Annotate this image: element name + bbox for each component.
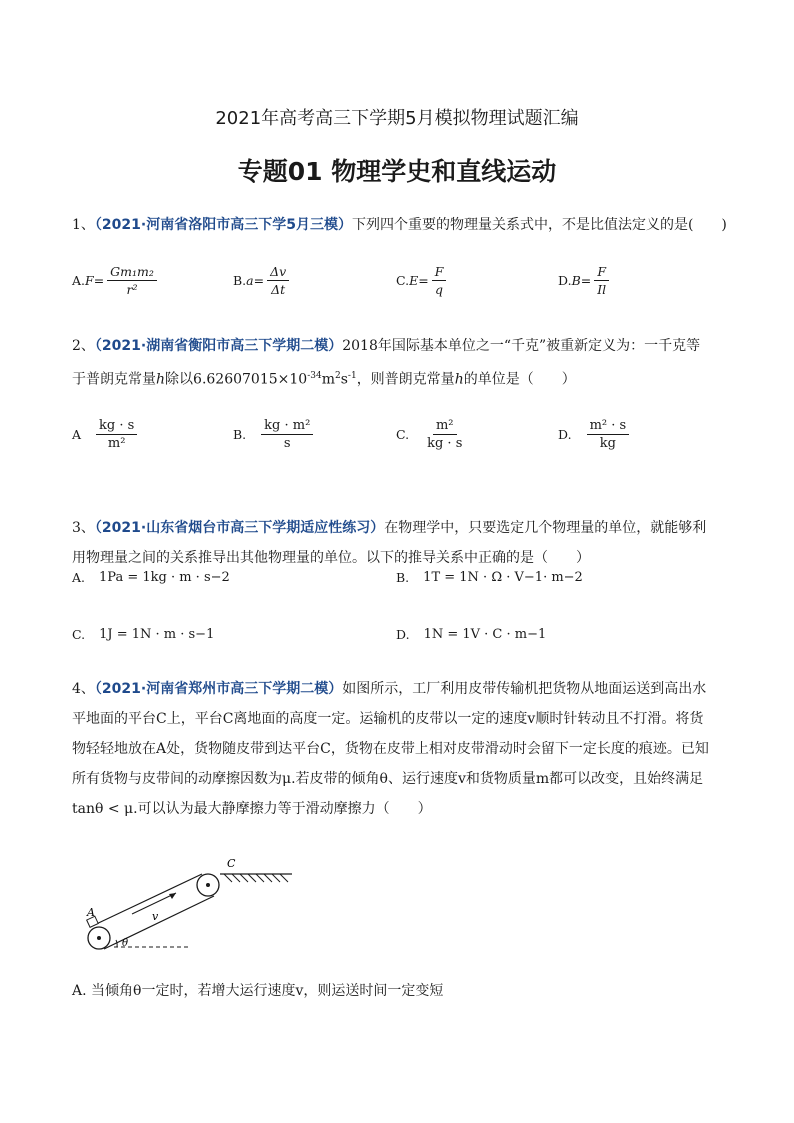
question-source: （2021·湖南省衡阳市高三下学期二模） [94, 338, 343, 354]
option-expression: 1T = 1N · Ω · V [423, 570, 524, 585]
option-lhs: B= [571, 273, 592, 288]
option-lhs: E= [409, 273, 429, 288]
fraction-numerator: m² [433, 418, 457, 435]
option-label: A. [72, 273, 86, 288]
question-number: 2、 [72, 338, 95, 354]
variable-h: h [156, 371, 166, 388]
question-text-line [72, 361, 724, 395]
exponent: −1 [195, 627, 215, 642]
text-part: 的单位是（ ） [463, 371, 576, 388]
fraction-denominator: kg · s [427, 436, 463, 451]
question-number: 1、 [72, 217, 95, 233]
question-3 [72, 513, 724, 573]
question-source: （2021·河南省洛阳市高三下学5月三模） [94, 217, 352, 233]
option-expression: 1J = 1N · m · s [99, 627, 196, 642]
q3-option-d[interactable] [396, 627, 546, 642]
q1-option-b[interactable] [233, 264, 292, 297]
fraction-numerator: Gm₁m₂ [107, 264, 157, 281]
exponent: 2 [334, 371, 341, 381]
option-lhs: a= [246, 273, 265, 288]
q3-option-b[interactable] [396, 570, 583, 585]
text-part: 除以6.62607015×10 [165, 371, 308, 388]
q1-option-c[interactable] [396, 264, 449, 297]
fraction-numerator: F [594, 264, 609, 281]
belt-bottom [104, 896, 214, 949]
fraction-denominator: Δt [271, 282, 286, 297]
question-text-line: 平地面的平台C上，平台C离地面的高度一定。运输机的皮带以一定的速度v顺时针转动且不打滑。将货 [72, 711, 704, 727]
label-v: v [152, 910, 159, 923]
option-lhs: F= [85, 273, 105, 288]
fraction [594, 264, 609, 297]
question-number: 3、 [72, 520, 95, 536]
fraction [261, 418, 313, 451]
platform-hatching [224, 874, 288, 882]
fraction [424, 418, 465, 451]
text-part: ，则普朗克常量 [356, 371, 455, 388]
exponent: −2 [210, 570, 230, 585]
fraction-denominator: s [283, 436, 291, 451]
question-text: 下列四个重要的物理量关系式中，不是比值法定义的是( ) [351, 217, 727, 233]
question-2 [72, 331, 724, 395]
option-label: C. [72, 627, 86, 642]
document-title: 专题01 物理学史和直线运动 [237, 157, 557, 186]
q2-option-b[interactable] [233, 418, 316, 451]
option-label: C. [396, 427, 410, 442]
fraction [107, 264, 157, 297]
document-subtitle: 2021年高考高三下学期5月模拟物理试题汇编 [215, 108, 579, 129]
option-label: D. [396, 627, 410, 642]
belt-top [90, 874, 202, 927]
option-label: A. [72, 570, 86, 585]
fraction-numerator: m² · s [587, 418, 630, 435]
top-roller-axle [206, 883, 210, 887]
fraction-denominator: r² [126, 282, 138, 297]
fraction-denominator: Il [597, 282, 607, 297]
exponent: −1 [527, 627, 547, 642]
label-a: A [87, 906, 95, 919]
option-expression: 1Pa = 1kg · m · s [99, 570, 211, 585]
q1-option-d[interactable] [558, 264, 612, 297]
fraction [432, 264, 447, 297]
exponent: -1 [347, 371, 357, 381]
fraction-numerator: Δv [267, 264, 289, 281]
q4-option-a[interactable] [72, 976, 724, 1006]
unit-s: s [340, 371, 348, 388]
option-label: B. [233, 427, 247, 442]
question-text-line: 用物理量之间的关系推导出其他物理量的单位。以下的推导关系中正确的是（ ） [72, 550, 590, 566]
exponent: -34 [307, 371, 322, 381]
question-text-line: tanθ < μ.可以认为最大静摩擦力等于滑动摩擦力（ ） [72, 801, 432, 817]
question-text-line: 物轻轻地放在A处，货物随皮带到达平台C，货物在皮带上相对皮带滑动时会留下一定长度的痕迹。已知 [72, 741, 709, 757]
fraction-numerator: F [432, 264, 447, 281]
option-label: D. [558, 273, 572, 288]
conveyor-belt-figure [72, 852, 302, 957]
q2-option-d[interactable] [558, 418, 632, 451]
question-text: 如图所示，工厂利用皮带传输机把货物从地面运送到高出水 [342, 681, 707, 697]
fraction [587, 418, 630, 451]
option-expression: 1N = 1V · C · m [423, 627, 528, 642]
label-theta: θ [122, 938, 129, 949]
option-label: B. [233, 273, 247, 288]
variable-h: h [454, 371, 464, 388]
question-4 [72, 674, 724, 824]
option-label: B. [396, 570, 410, 585]
label-c: C [227, 857, 236, 870]
fraction-denominator: q [435, 282, 444, 297]
fraction-numerator: kg · s [96, 418, 137, 435]
text-part: 于普朗克常量 [72, 371, 156, 388]
option-text: A. 当倾角θ一定时，若增大运行速度v，则运送时间一定变短 [72, 983, 444, 999]
q2-option-c[interactable] [396, 418, 468, 451]
option-expression: · m [543, 570, 564, 585]
unit-m: m [321, 371, 335, 388]
q2-option-a[interactable] [72, 418, 140, 451]
fraction-denominator: kg [599, 436, 616, 451]
question-source: （2021·山东省烟台市高三下学期适应性练习） [94, 520, 385, 536]
question-1 [72, 210, 727, 240]
q3-option-a[interactable] [72, 570, 230, 585]
fraction-denominator: m² [107, 436, 126, 451]
option-label: D. [558, 427, 572, 442]
question-text: 2018年国际基本单位之一“千克”被重新定义为：一千克等 [342, 338, 701, 354]
option-label: A [72, 427, 82, 442]
question-text-line: 所有货物与皮带间的动摩擦因数为μ.若皮带的倾角θ、运行速度v和货物质量m都可以改变，且始终满足 [72, 771, 704, 787]
fraction [267, 264, 289, 297]
exponent: −1 [523, 570, 544, 585]
question-number: 4、 [72, 681, 95, 697]
bottom-roller-axle [97, 936, 101, 940]
option-label: C. [396, 273, 410, 288]
q3-option-c[interactable] [72, 627, 214, 642]
fraction-numerator: kg · m² [261, 418, 313, 435]
fraction [96, 418, 137, 451]
question-source: （2021·河南省郑州市高三下学期二模） [94, 681, 343, 697]
question-text: 在物理学中，只要选定几个物理量的单位，就能够利 [384, 520, 707, 536]
exponent: −2 [563, 570, 583, 585]
q1-option-a[interactable] [72, 264, 160, 297]
